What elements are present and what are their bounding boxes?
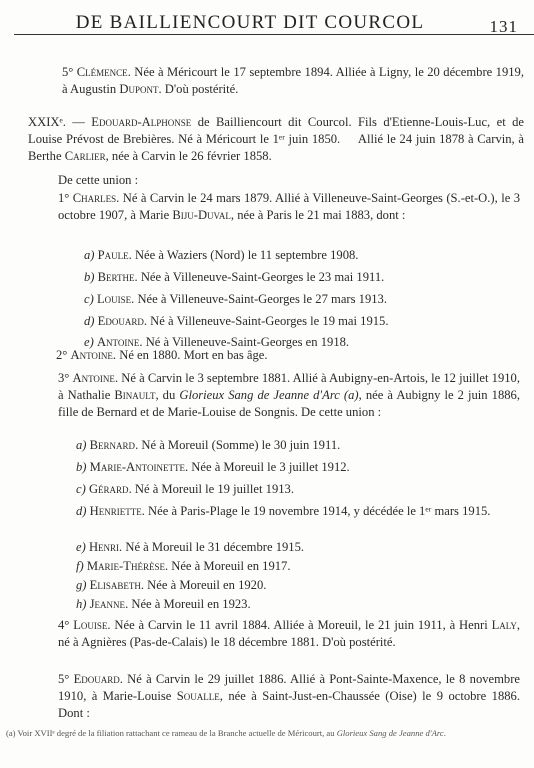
child-item: g) Elisabeth. Née à Moreuil en 1920. <box>76 578 267 592</box>
page-number: 131 <box>489 17 518 36</box>
child-item: b) Marie-Antoinette. Née à Moreuil le 3 juillet 1912. <box>76 460 350 474</box>
child-item: e) Antoine. Né à Villeneuve-Saint-Georges en 1918. <box>84 335 350 349</box>
entry-antoine-2: 2° Antoine. Né en 1880. Mort en bas âge. <box>56 348 268 362</box>
person-name: Edouard-Alphonse <box>91 115 192 129</box>
spouse-name: Laly <box>491 618 517 632</box>
child-item: a) Paule. Née à Waziers (Nord) le 11 septembre 1908. <box>84 248 359 262</box>
entry-louise-4: 4° Louise. Née à Carvin le 11 avril 1884. Alliée à Moreuil, le 21 juin 1911, à Henri Laly, né à Agnières (Pas-de-Calais) le 18 décembre 1881. D'où postérité. <box>58 618 521 649</box>
entry-charles: 1° Charles. Né à Carvin le 24 mars 1879. Allié à Villeneuve-Saint-Georges (S.-et-O.), le 3 octobre 1907, à Marie Biju-Duval, née à Paris le 21 mai 1883, dont : <box>58 191 521 222</box>
entry-antoine-3: 3° Antoine. Né à Carvin le 3 septembre 1881. Allié à Aubigny-en-Artois, le 12 juillet 1910, à Nathalie Binault, du Glorieux Sang de Jeanne d'Arc (a), née à Aubigny le 2 juin 1886, fille de Bernard et de Marie-Louise de Songnis. De cette union : <box>58 371 520 419</box>
child-item: a) Bernard. Né à Moreuil (Somme) le 30 juin 1911. <box>76 438 341 452</box>
entry-clemence: 5° Clémence. Née à Méricourt le 17 septembre 1894. Alliée à Ligny, le 20 décembre 1919, à Augustin Dupont. D'où postérité. <box>62 65 524 96</box>
entry-xxix: XXIXᵉ. — Edouard-Alphonse de Bailliencourt dit Courcol. Fils d'Etienne-Louis-Luc, et de Louise Prévost de Brebières. Né à Méricourt le 1ᵉʳ juin 1850. Allié le 24 juin 1878 à Carvin, à Berthe Carlier, née à Carvin le 26 février 1858. <box>28 115 524 163</box>
footnote: (a) Voir XVIIᵉ degré de la filiation rattachant ce rameau de la Branche actuelle de Méricourt, au Glorieux Sang de Jeanne d'Arc. <box>6 728 446 738</box>
person-name: Louise <box>73 618 108 632</box>
person-name: Edouard <box>73 672 120 686</box>
note-ref: (a) <box>339 388 359 402</box>
person-name: Antoine <box>72 371 115 385</box>
child-item: c) Gérard. Né à Moreuil le 19 juillet 1913. <box>76 482 294 496</box>
spouse-name: Dupont <box>119 82 159 96</box>
running-title: DE BAILLIENCOURT DIT COURCOL <box>75 12 425 33</box>
child-item: d) Henriette. Née à Paris-Plage le 19 novembre 1914, y décédée le 1ᵉʳ mars 1915. <box>76 504 491 518</box>
person-name: Antoine <box>70 348 113 362</box>
child-item: d) Edouard. Né à Villeneuve-Saint-Georges le 19 mai 1915. <box>84 314 389 328</box>
spouse-name: Binault <box>114 388 156 402</box>
spouse-name: Biju-Duval <box>172 208 231 222</box>
child-item: e) Henri. Né à Moreuil le 31 décembre 1915. <box>76 540 305 554</box>
child-item: h) Jeanne. Née à Moreuil en 1923. <box>76 597 251 611</box>
person-name: Clémence <box>76 65 128 79</box>
child-item: b) Berthe. Née à Villeneuve-Saint-Georges le 23 mai 1911. <box>84 270 385 284</box>
child-item: f) Marie-Thérèse. Née à Moreuil en 1917. <box>76 559 291 573</box>
entry-edouard-5: 5° Edouard. Né à Carvin le 29 juillet 1886. Allié à Pont-Sainte-Maxence, le 8 novembre 1910, à Marie-Louise Soualle, née à Saint-Just-en-Chaussée (Oise) le 9 octobre 1886. Dont : <box>58 672 521 720</box>
child-item: c) Louise. Née à Villeneuve-Saint-Georges le 27 mars 1913. <box>84 292 387 306</box>
person-name: Charles <box>72 191 117 205</box>
spouse-name: Soualle <box>176 689 220 703</box>
spouse-name: Carlier <box>64 149 106 163</box>
union-label: De cette union : <box>58 173 139 187</box>
